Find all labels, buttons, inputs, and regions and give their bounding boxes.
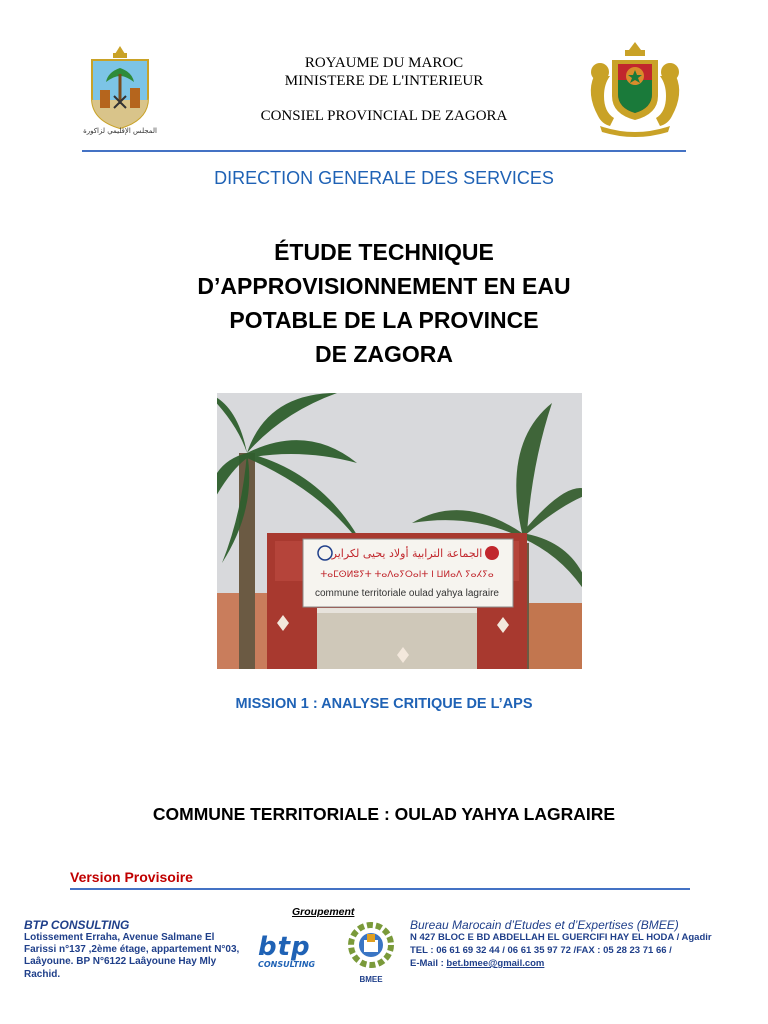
groupement-label: Groupement [292,906,355,918]
bmee-email-line [410,958,544,969]
btp-logo-word: btp [258,932,311,962]
btp-consulting-logo [258,934,340,970]
mission-heading: MISSION 1 : ANALYSE CRITIQUE DE L’APS [235,696,533,712]
sign-tifinagh: ⵜⴰⵎⵙⵍⵓⵢⵜ ⵜⴰⴷⴰⵢⵔⴰⵏⵜ ⵏ ⵡⵍⴰⴷ ⵢⴰⵃⵢⴰ [320,570,494,580]
footer-rule [70,888,690,890]
btp-logo-sub: CONSULTING [258,960,316,969]
bmee-phone: TEL : 06 61 69 32 44 / 06 61 35 97 72 /FAX : 05 28 23 71 66 / [410,945,672,956]
commune-heading: COMMUNE TERRITORIALE : OULAD YAHYA LAGRAIRE [152,804,616,824]
bmee-logo-text: BMEE [359,975,383,984]
header-rule [82,150,686,152]
title-line-2: D’APPROVISIONNEMENT EN EAU [197,273,571,299]
bmee-title: Bureau Marocain d’Etudes et d’Expertises (BMEE) [410,918,679,932]
logo-arabic-caption: المجلس الإقليمي لزاكورة [83,127,157,135]
header-ministry: MINISTERE DE L'INTERIEUR [284,73,484,89]
title-line-1: ÉTUDE TECHNIQUE [274,239,494,265]
direction-heading: DIRECTION GENERALE DES SERVICES [214,168,554,188]
commune-entrance-photo [217,393,582,669]
btp-title: BTP CONSULTING [24,918,130,932]
bmee-logo [344,920,398,982]
sign-arabic: الجماعة الترابية أولاد يحيى لكراير [331,547,483,560]
coat-of-arms-logo [580,40,690,138]
bmee-address: N 427 BLOC E BD ABDELLAH EL GUERCIFI HAY EL HODA / Agadir [410,932,712,943]
header-council: CONSIEL PROVINCIAL DE ZAGORA [260,108,508,124]
document-title [0,235,768,371]
email-label: E-Mail : [410,958,447,969]
header-kingdom: ROYAUME DU MAROC [304,55,464,71]
btp-address: Lotissement Erraha, Avenue Salmane El Farissi n°137 ,2ème étage, appartement N°03, Laâyoune. BP N°6122 Laâyoune Hay Mly Rachid. [24,932,240,980]
title-line-3: POTABLE DE LA PROVINCE [229,307,539,333]
sign-french: commune territoriale oulad yahya lagraire [315,588,499,599]
title-line-4: DE ZAGORA [315,341,453,367]
version-label: Version Provisoire [70,869,193,885]
email-link[interactable]: bet.bmee@gmail.com [446,958,545,969]
